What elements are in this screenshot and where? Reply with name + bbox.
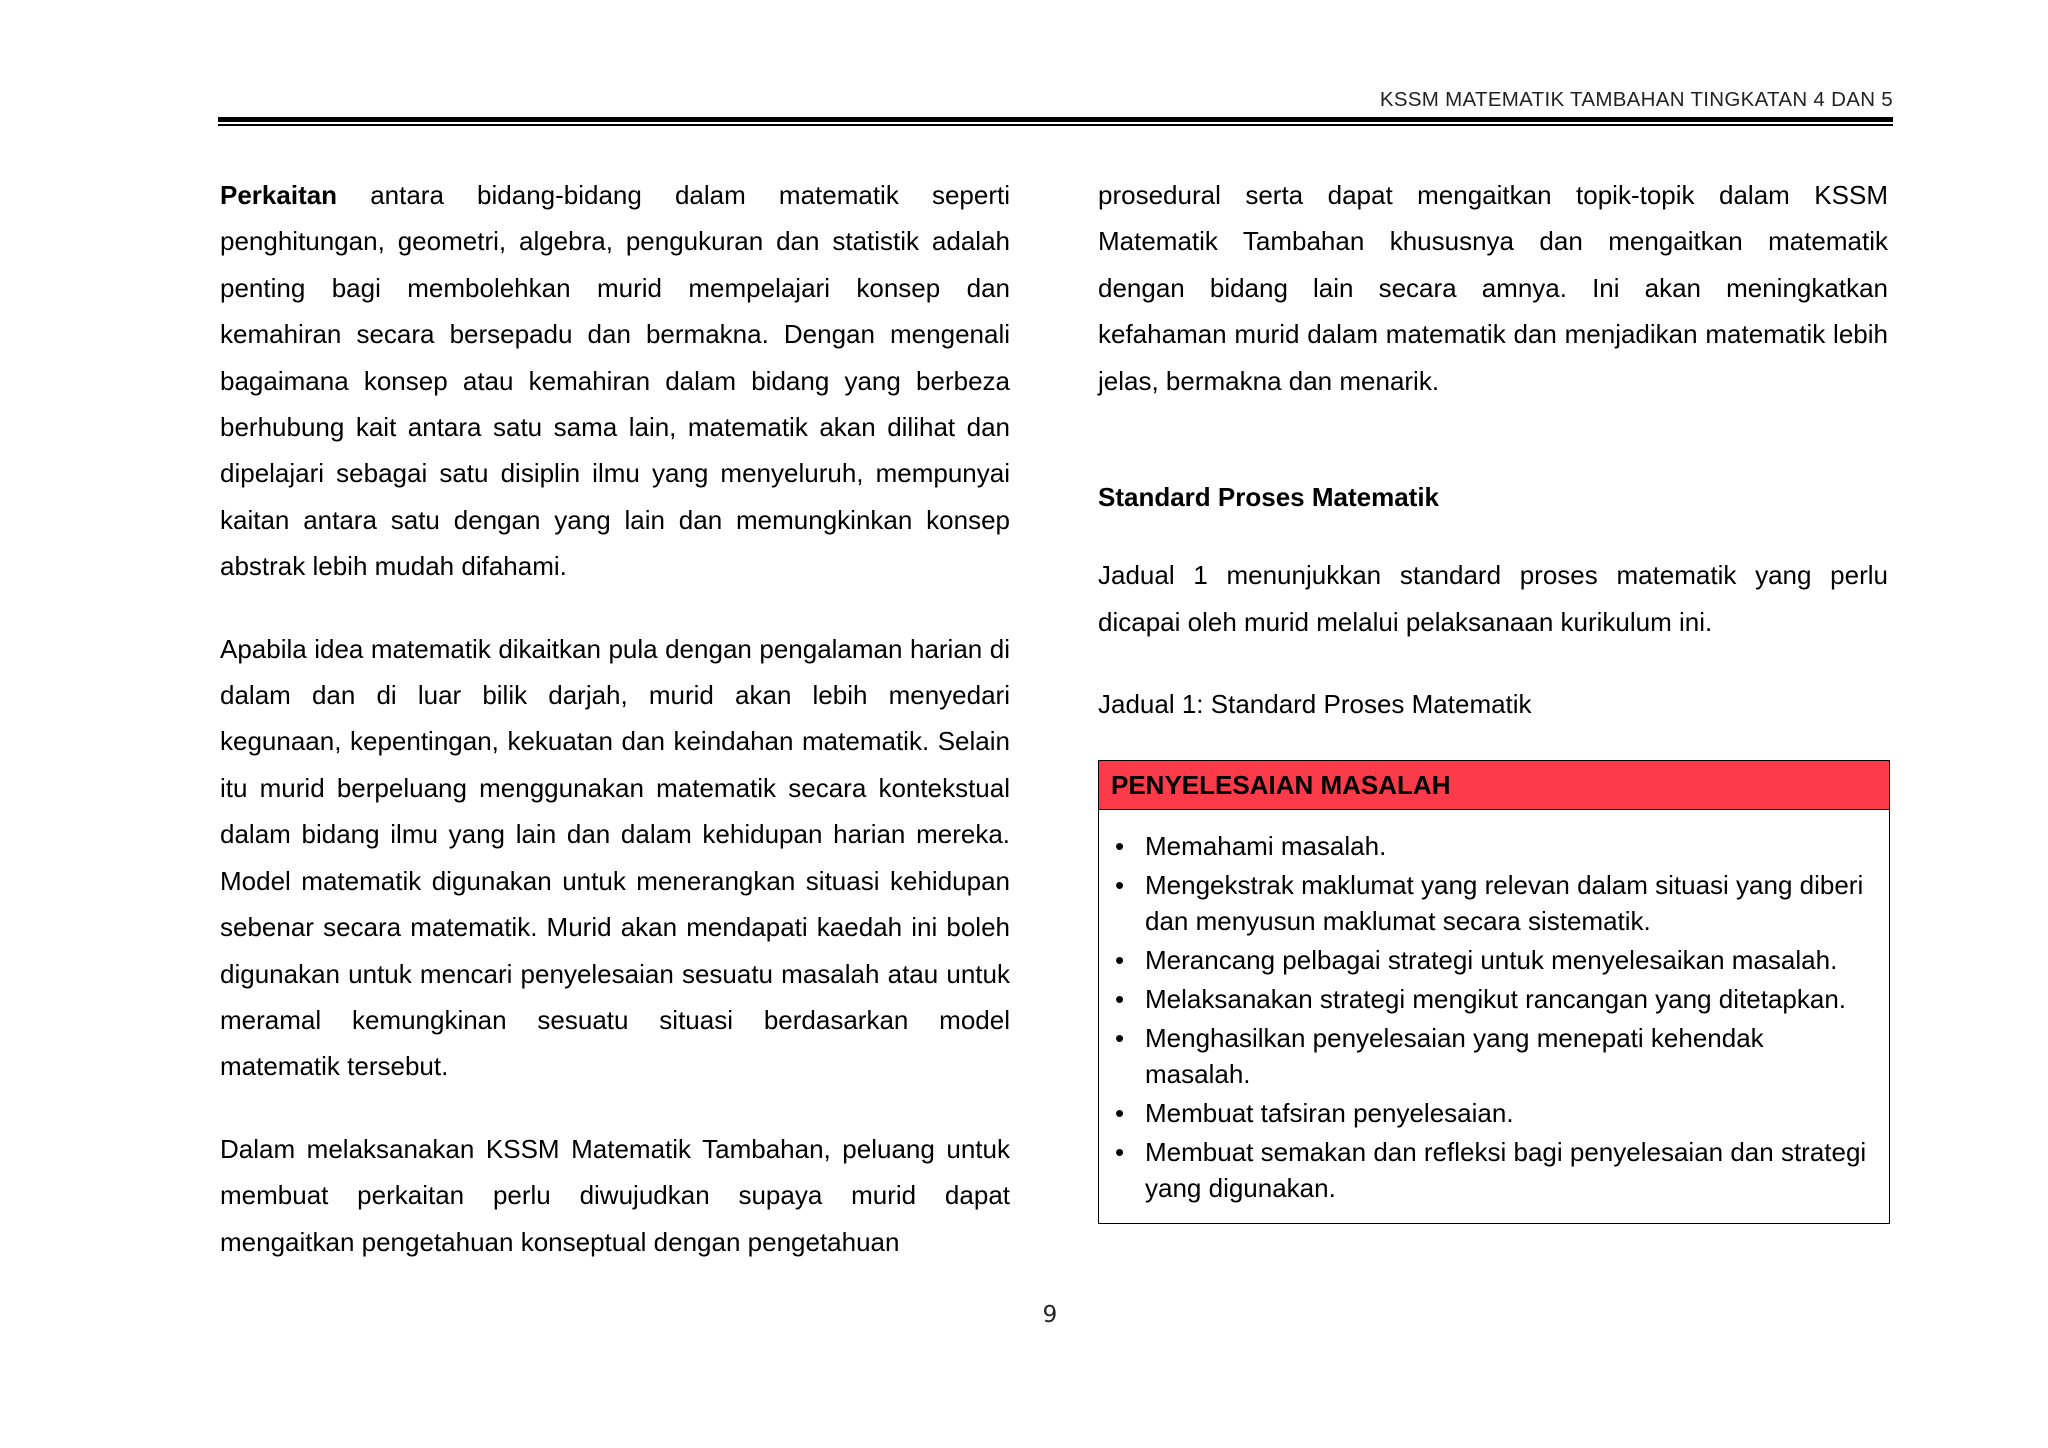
table-bullet-list xyxy=(1099,810,1889,1223)
list-item: • Melaksanakan strategi mengikut rancangan yang ditetapkan. xyxy=(1111,981,1871,1017)
list-item: • Merancang pelbagai strategi untuk menyelesaikan masalah. xyxy=(1111,942,1871,978)
right-column xyxy=(1098,172,1888,1224)
page-number: 9 xyxy=(1042,1302,1058,1328)
list-item: • Membuat tafsiran penyelesaian. xyxy=(1111,1095,1871,1131)
paragraph-text: antara bidang-bidang dalam matematik seperti penghitungan, geometri, algebra, pengukuran dan statistik adalah penting bagi membolehkan murid mempelajari konsep dan kemahiran secara bersepadu dan bermakna. Dengan mengenali bagaimana konsep atau kemahiran dalam bidang yang berbeza berhubung kait antara satu sama lain, matematik akan dilihat dan dipelajari sebagai satu disiplin ilmu yang menyeluruh, mempunyai kaitan antara satu dengan yang lain dan memungkinkan konsep abstrak lebih mudah difahami. xyxy=(220,180,1010,582)
header-rule-thick xyxy=(218,117,1893,122)
list-item: • Mengekstrak maklumat yang relevan dalam situasi yang diberi dan menyusun maklumat secara sistematik. xyxy=(1111,867,1871,939)
paragraph-pelaksanaan: Dalam melaksanakan KSSM Matematik Tambahan, peluang untuk membuat perkaitan perlu diwujudkan supaya murid dapat mengaitkan pengetahuan konseptual dengan pengetahuan xyxy=(220,1133,1010,1257)
list-item: • Membuat semakan dan refleksi bagi penyelesaian dan strategi yang digunakan. xyxy=(1111,1134,1871,1206)
section-heading: Standard Proses Matematik xyxy=(1098,482,1440,513)
paragraph-intro: Jadual 1 menunjukkan standard proses matematik yang perlu dicapai oleh murid melalui pelaksanaan kurikulum ini. xyxy=(1098,560,1888,637)
paragraph-perkaitan xyxy=(220,172,1010,590)
paragraph-prosedural: prosedural serta dapat mengaitkan topik-topik dalam KSSM Matematik Tambahan khususnya dan mengaitkan matematik dengan bidang lain secara amnya. Ini akan meningkatkan kefahaman murid dalam matematik dan menjadikan matematik lebih jelas, bermakna dan menarik. xyxy=(1098,180,1888,396)
header-rule-thin xyxy=(218,124,1893,126)
list-item: • Menghasilkan penyelesaian yang menepati kehendak masalah. xyxy=(1111,1020,1871,1092)
left-column xyxy=(220,172,1010,1265)
paragraph-pengalaman-harian: Apabila idea matematik dikaitkan pula dengan pengalaman harian di dalam dan di luar bilik darjah, murid akan lebih menyedari kegunaan, kepentingan, kekuatan dan keindahan matematik. Selain itu murid berpeluang menggunakan matematik secara kontekstual dalam bidang ilmu yang lain dan dalam kehidupan harian mereka. Model matematik digunakan untuk menerangkan situasi kehidupan sebenar secara matematik. Murid akan mendapati kaedah ini boleh digunakan untuk mencari penyelesaian sesuatu masalah atau untuk meramal kemungkinan sesuatu situasi berdasarkan model matematik tersebut. xyxy=(220,633,1010,1082)
table-header: PENYELESAIAN MASALAH xyxy=(1099,761,1889,810)
running-header: KSSM MATEMATIK TAMBAHAN TINGKATAN 4 DAN 5 xyxy=(1379,88,1893,111)
standard-proses-table xyxy=(1098,760,1890,1224)
paragraph-lead-term: Perkaitan xyxy=(220,180,338,210)
list-item: • Memahami masalah. xyxy=(1111,828,1871,864)
table-caption: Jadual 1: Standard Proses Matematik xyxy=(1098,689,1532,720)
